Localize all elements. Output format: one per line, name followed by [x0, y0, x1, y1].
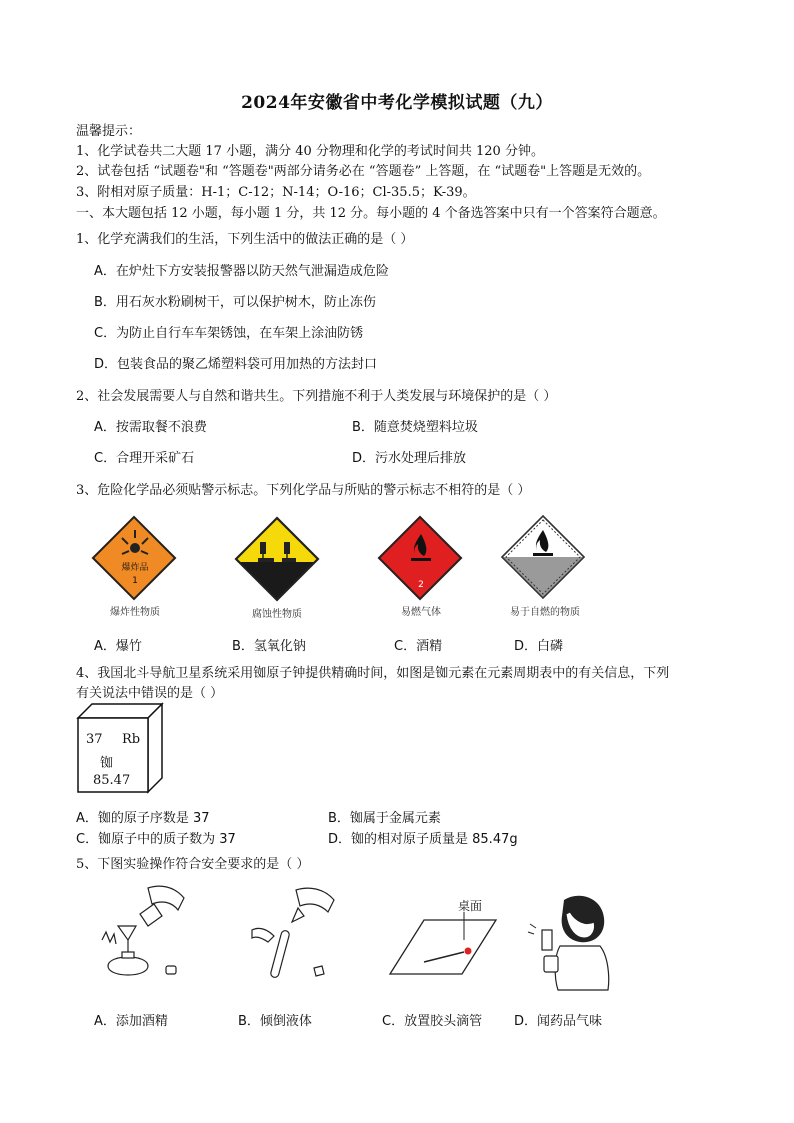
notice-line-1: 1、化学试卷共二大题 17 小题，满分 40 分物理和化学的考试时间共 120 分钟。	[76, 144, 544, 159]
q2-option-d: D．污水处理后排放	[352, 451, 467, 466]
q5-option-d: D．闻药品气味	[514, 1014, 603, 1029]
placing-dropper-illustration	[388, 912, 500, 982]
corrosive-sign	[234, 516, 320, 602]
section-1-heading: 一、本大题包括 12 小题，每小题 1 分，共 12 分。每小题的 4 个备选答案中只有一个答案符合题意。	[76, 206, 666, 221]
q5-option-b: B．倾倒液体	[238, 1014, 312, 1029]
q4-option-c: C．铷原子中的质子数为 37	[76, 832, 236, 847]
q3-option-b: B．氢氧化钠	[232, 639, 306, 654]
element-atomic-number: 37	[86, 732, 103, 747]
q3-stem: 3、危险化学品必须贴警示标志。下列化学品与所贴的警示标志不相符的是（ ）	[76, 483, 531, 498]
smelling-chemicals-illustration	[520, 886, 616, 992]
flame-icon	[500, 514, 586, 600]
element-name: 铷	[100, 756, 114, 771]
q4-option-a: A．铷的原子序数是 37	[76, 811, 210, 826]
q5-option-c: C．放置胶头滴管	[382, 1014, 483, 1029]
q4-stem-line-2: 有关说法中错误的是（ ）	[76, 686, 224, 701]
explosion-icon	[92, 516, 178, 602]
element-atomic-mass: 85.47	[93, 773, 131, 788]
explosive-sign-number: 1	[132, 576, 138, 586]
notice-heading: 温馨提示：	[76, 124, 142, 139]
q2-stem: 2、社会发展需要人与自然和谐共生。下列措施不利于人类发展与环境保护的是（ ）	[76, 389, 557, 404]
q1-stem: 1、化学充满我们的生活，下列生活中的做法正确的是（ ）	[76, 232, 414, 247]
q2-option-c: C．合理开采矿石	[94, 451, 195, 466]
q1-option-d: D．包装食品的聚乙烯塑料袋可用加热的方法封口	[94, 357, 378, 372]
q1-option-b: B．用石灰水粉刷树干，可以保护树木，防止冻伤	[94, 295, 376, 310]
q3-option-d: D．白磷	[514, 639, 564, 654]
q5-stem: 5、下图实验操作符合安全要求的是（ ）	[76, 857, 310, 872]
q2-option-b: B．随意焚烧塑料垃圾	[352, 420, 478, 435]
q1-option-c: C．为防止自行车车架锈蚀，在车架上涂油防锈	[94, 326, 364, 341]
spontaneous-combustion-caption: 易于自燃的物质	[510, 607, 580, 618]
explosive-caption: 爆炸性物质	[110, 607, 160, 618]
corrosion-icon	[234, 516, 320, 602]
pouring-liquid-illustration	[238, 880, 348, 992]
page-title: 2024年安徽省中考化学模拟试题（九）	[241, 93, 553, 113]
element-symbol: Rb	[122, 732, 141, 747]
flammable-gas-sign	[378, 516, 464, 602]
spontaneous-combustion-sign	[500, 514, 586, 600]
adding-alcohol-illustration	[88, 880, 198, 992]
corrosive-caption: 腐蚀性物质	[252, 609, 302, 620]
q5-option-a: A．添加酒精	[94, 1014, 168, 1029]
table-surface-label: 桌面	[458, 899, 483, 913]
explosive-sign-text: 爆炸品	[121, 563, 149, 573]
q4-option-b: B．铷属于金属元素	[328, 811, 441, 826]
explosive-sign	[92, 516, 178, 602]
q1-option-a: A．在炉灶下方安装报警器以防天然气泄漏造成危险	[94, 264, 389, 279]
flammable-gas-number: 2	[418, 580, 424, 590]
q2-option-a: A．按需取餐不浪费	[94, 420, 207, 435]
q3-option-c: C．酒精	[394, 639, 443, 654]
q3-option-a: A．爆竹	[94, 639, 142, 654]
notice-line-2: 2、试卷包括 “试题卷"和 “答题卷"两部分请务必在 “答题卷” 上答题，在 “试题卷"上答题是无效的。	[76, 164, 651, 179]
flammable-gas-caption: 易燃气体	[401, 607, 441, 618]
notice-line-3: 3、附相对原子质量：H-1；C-12；N-14；O-16；Cl-35.5；K-39。	[76, 185, 476, 200]
q4-stem-line-1: 4、我国北斗导航卫星系统采用铷原子钟提供精确时间，如图是铷元素在元素周期表中的有关信息，下列	[76, 666, 670, 681]
q4-option-d: D．铷的相对原子质量是 85.47g	[328, 832, 518, 847]
